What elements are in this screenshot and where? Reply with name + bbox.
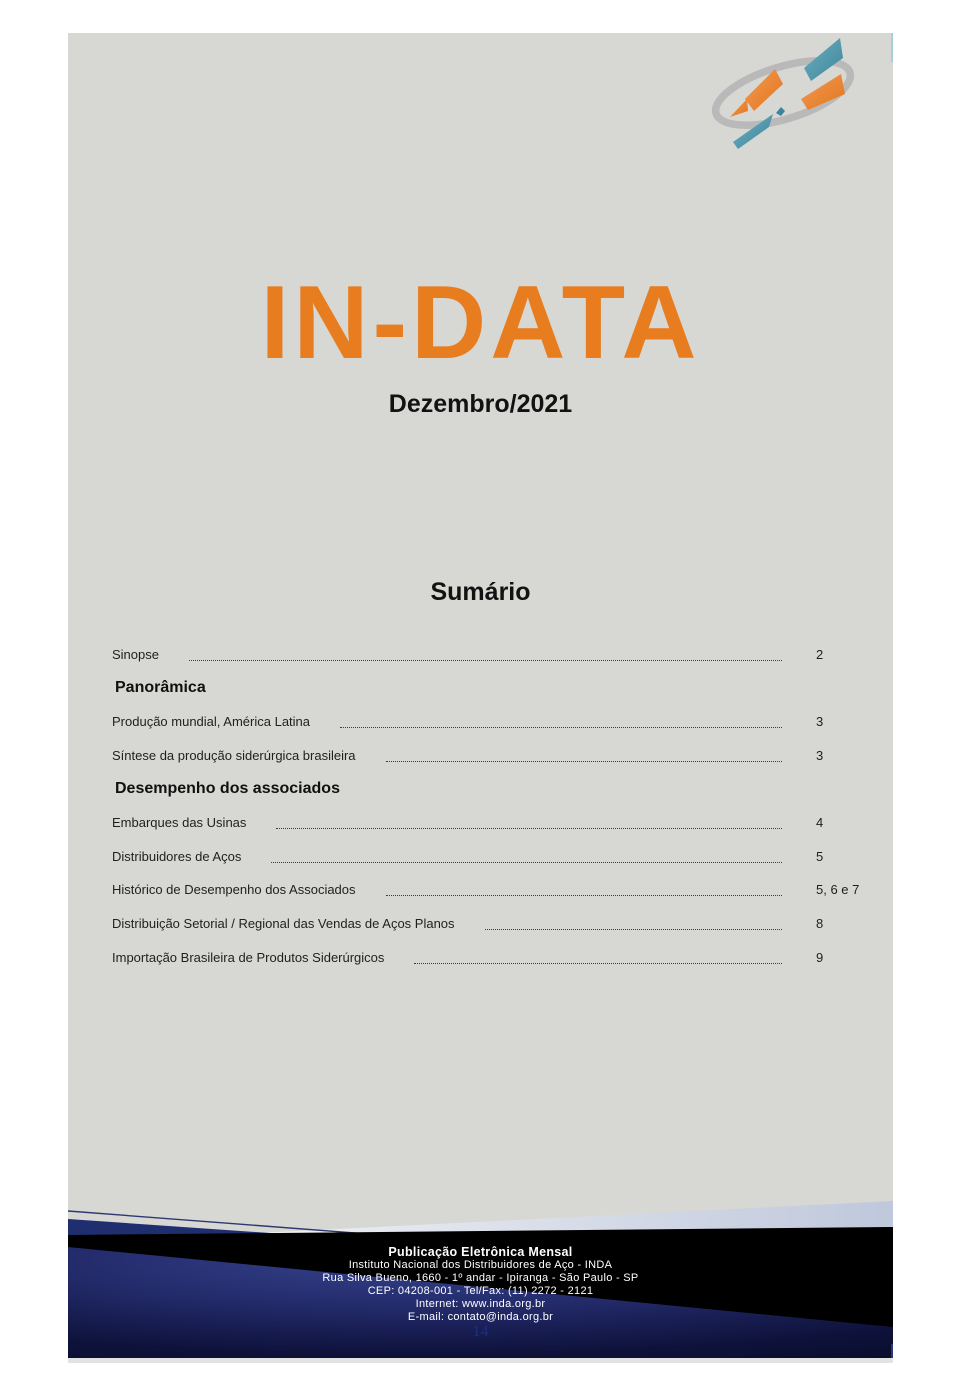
footer-line: Internet: www.inda.org.br bbox=[415, 1298, 546, 1310]
toc-entry-label: Embarques das Usinas bbox=[112, 815, 247, 831]
toc-entry-label: Importação Brasileira de Produtos Siderúrgicos bbox=[112, 949, 385, 965]
logo-orange-spark bbox=[730, 99, 748, 117]
toc-entry-label: Desempenho dos associados bbox=[115, 780, 340, 798]
dotted-leader bbox=[189, 660, 782, 661]
dotted-leader bbox=[386, 895, 782, 896]
toc-entry-page: 5 bbox=[816, 848, 824, 864]
toc-item bbox=[112, 840, 874, 874]
toc-item bbox=[112, 907, 874, 941]
footer-line: Rua Silva Bueno, 1660 - 1º andar - Ipiranga - São Paulo - SP bbox=[322, 1272, 639, 1284]
page-number: 14 bbox=[472, 1323, 489, 1340]
toc-entry-label: Síntese da produção siderúrgica brasileira bbox=[112, 748, 356, 764]
inda-orbit-logo-icon bbox=[705, 37, 865, 155]
toc-item bbox=[112, 806, 874, 840]
toc-entry-page: 9 bbox=[816, 949, 824, 965]
toc-entry-page: 3 bbox=[816, 748, 824, 764]
logo-teal-dot bbox=[776, 107, 785, 116]
toc-entry-label: Distribuidores de Aços bbox=[112, 848, 242, 864]
toc-entry-label: Produção mundial, América Latina bbox=[112, 714, 311, 730]
dotted-leader bbox=[340, 727, 782, 728]
dotted-leader bbox=[485, 929, 782, 930]
toc-section-heading bbox=[112, 672, 874, 706]
toc-entry-page: 3 bbox=[816, 714, 824, 730]
toc-item bbox=[112, 940, 874, 974]
toc-entry-page: 2 bbox=[816, 647, 824, 663]
summary-heading: Sumário bbox=[430, 578, 531, 606]
toc-entry-page: 4 bbox=[816, 815, 824, 831]
footer-line: E-mail: contato@inda.org.br bbox=[407, 1311, 554, 1323]
viewer-cursor-artifact bbox=[891, 33, 893, 62]
dotted-leader bbox=[414, 963, 782, 964]
footer-contact-block bbox=[68, 1246, 893, 1324]
footer-line: Publicação Eletrônica Mensal bbox=[388, 1245, 573, 1259]
toc-entry-page: 5, 6 e 7 bbox=[816, 882, 860, 898]
toc-entry-label: Histórico de Desempenho dos Associados bbox=[112, 882, 356, 898]
table-of-contents bbox=[112, 638, 874, 974]
toc-entry-label: Sinopse bbox=[112, 647, 159, 663]
toc-entry-page: 8 bbox=[816, 916, 824, 932]
dotted-leader bbox=[271, 862, 782, 863]
toc-entry-label: Distribuição Setorial / Regional das Vendas de Aços Planos bbox=[112, 916, 455, 932]
footer-banner bbox=[68, 1197, 893, 1363]
cover-sheet bbox=[68, 33, 893, 1363]
publication-title: IN-DATA bbox=[260, 265, 701, 381]
toc-entry-label: Panorâmica bbox=[115, 679, 206, 697]
logo-teal-kite-bottom bbox=[733, 114, 773, 149]
edition-date: Dezembro/2021 bbox=[388, 390, 573, 418]
dotted-leader bbox=[276, 828, 782, 829]
toc-item bbox=[112, 739, 874, 773]
toc-item bbox=[112, 705, 874, 739]
footer-line: CEP: 04208-001 - Tel/Fax: (11) 2272 - 2121 bbox=[367, 1285, 594, 1297]
dotted-leader bbox=[386, 761, 782, 762]
toc-item bbox=[112, 638, 874, 672]
toc-item bbox=[112, 873, 874, 907]
footer-line: Instituto Nacional dos Distribuidores de Aço - INDA bbox=[348, 1259, 613, 1271]
toc-section-heading bbox=[112, 772, 874, 806]
